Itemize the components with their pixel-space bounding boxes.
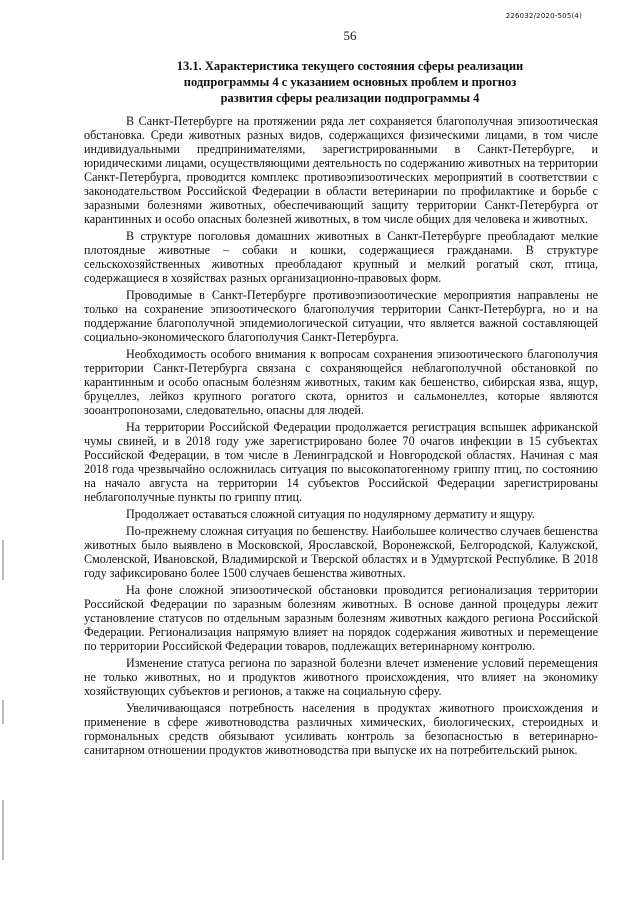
scan-margin-mark [2,700,4,724]
section-title [150,59,550,106]
scan-margin-mark [2,800,4,860]
document-id: 226032/2020-505(4) [505,12,582,20]
paragraph: Проводимые в Санкт-Петербурге противоэпизоотические мероприятия направлены не только на сохранение эпизоотического благополучия территории Санкт-Петербурга, но и на поддержание благополучной эпидемиологической ситуации, что является важной составляющей социально-экономического благополучия Санкт-Петербурга. [84,288,598,345]
paragraph: По-прежнему сложная ситуация по бешенству. Наибольшее количество случаев бешенства животных было выявлено в Московской, Ярославской, Воронежской, Белгородской, Калужской, Смоленской, Ивановской, Владимирской и Тверской областях и в Удмуртской Республике. В 2018 году зафиксировано более 1500 случаев бешенства животных. [84,524,598,581]
scan-margin-mark [2,540,4,580]
paragraph: Изменение статуса региона по заразной болезни влечет изменение условий перемещения не только животных, но и продуктов животного происхождения, что влияет на экономику хозяйствующих субъектов и регионов, а также на социальную сферу. [84,656,598,699]
paragraph: В структуре поголовья домашних животных в Санкт-Петербурге преобладают мелкие плотоядные животные – собаки и кошки, содержащиеся гражданами. В структуре сельскохозяйственных животных преобладают крупный и мелкий рогатый скот, птица, содержащиеся в хозяйствах разных организационно-правовых форм. [84,229,598,286]
section-title-line: развития сферы реализации подпрограммы 4 [220,90,480,105]
section-title-line: 13.1. Характеристика текущего состояния сферы реализации [176,59,524,73]
paragraph: Увеличивающаяся потребность населения в продуктах животного происхождения и применение в сфере животноводства различных химических, биологических, стероидных и гормональных средств обязывают усиливать контроль за безопасностью в ветеринарно-санитарном отношении продуктов животноводства при выпуске их на потребительский рынок. [84,701,598,758]
body-text [84,114,598,760]
paragraph: Продолжает оставаться сложной ситуация по нодулярному дерматиту и ящуру. [126,507,535,522]
page-number: 56 [343,28,357,43]
paragraph: В Санкт-Петербурге на протяжении ряда лет сохраняется благополучная эпизоотическая обстановка. Среди животных разных видов, содержащихся физическими лицами, в том числе индивидуальными предпринимателями, зарегистрированными в Санкт-Петербурге, и юридическими лицами, осуществляющими деятельность по содержанию животных на территории Санкт-Петербурга, проводится комплекс противоэпизоотических мероприятий в соответствии с законодательством Российской Федерации в области ветеринарии по профилактике и борьбе с заразными болезнями животных, обеспечивающий защиту территории Санкт-Петербурга от карантинных и особо опасных болезней животных, в том числе общих для человека и животных. [84,114,598,227]
paragraph: На территории Российской Федерации продолжается регистрация вспышек африканской чумы свиней, и в 2018 году уже зарегистрировано более 70 очагов инфекции в 15 субъектах Российской Федерации, в том числе в Ленинградской и Новгородской областях. Начиная с мая 2018 года чрезвычайно осложнилась ситуация по высокопатогенному гриппу птиц, по состоянию на начало августа на территории 14 субъектов Российской Федерации зарегистрированы неблагополучные пункты по гриппу птиц. [84,420,598,505]
section-title-line: подпрограммы 4 с указанием основных проблем и прогноз [183,74,517,89]
paragraph: Необходимость особого внимания к вопросам сохранения эпизоотического благополучия территории Санкт-Петербурга связана с сохраняющейся неблагополучной обстановкой по карантинным и особо опасным болезням животных, таким как бешенство, сибирская язва, ящур, бруцеллез, лейкоз крупного рогатого скота, орнитоз и сальмонеллез, которые являются зооантропонозами, следовательно, опасны для людей. [84,347,598,418]
paragraph: На фоне сложной эпизоотической обстановки проводится регионализация территории Российской Федерации по заразным болезням животных. В основе данной процедуры лежит установление статусов по отдельным заразным болезням животных каждого региона Российской Федерации. Регионализация напрямую влияет на порядок содержания животных и перемещение по территории Российской Федерации товаров, подлежащих ветеринарному контролю. [84,583,598,654]
